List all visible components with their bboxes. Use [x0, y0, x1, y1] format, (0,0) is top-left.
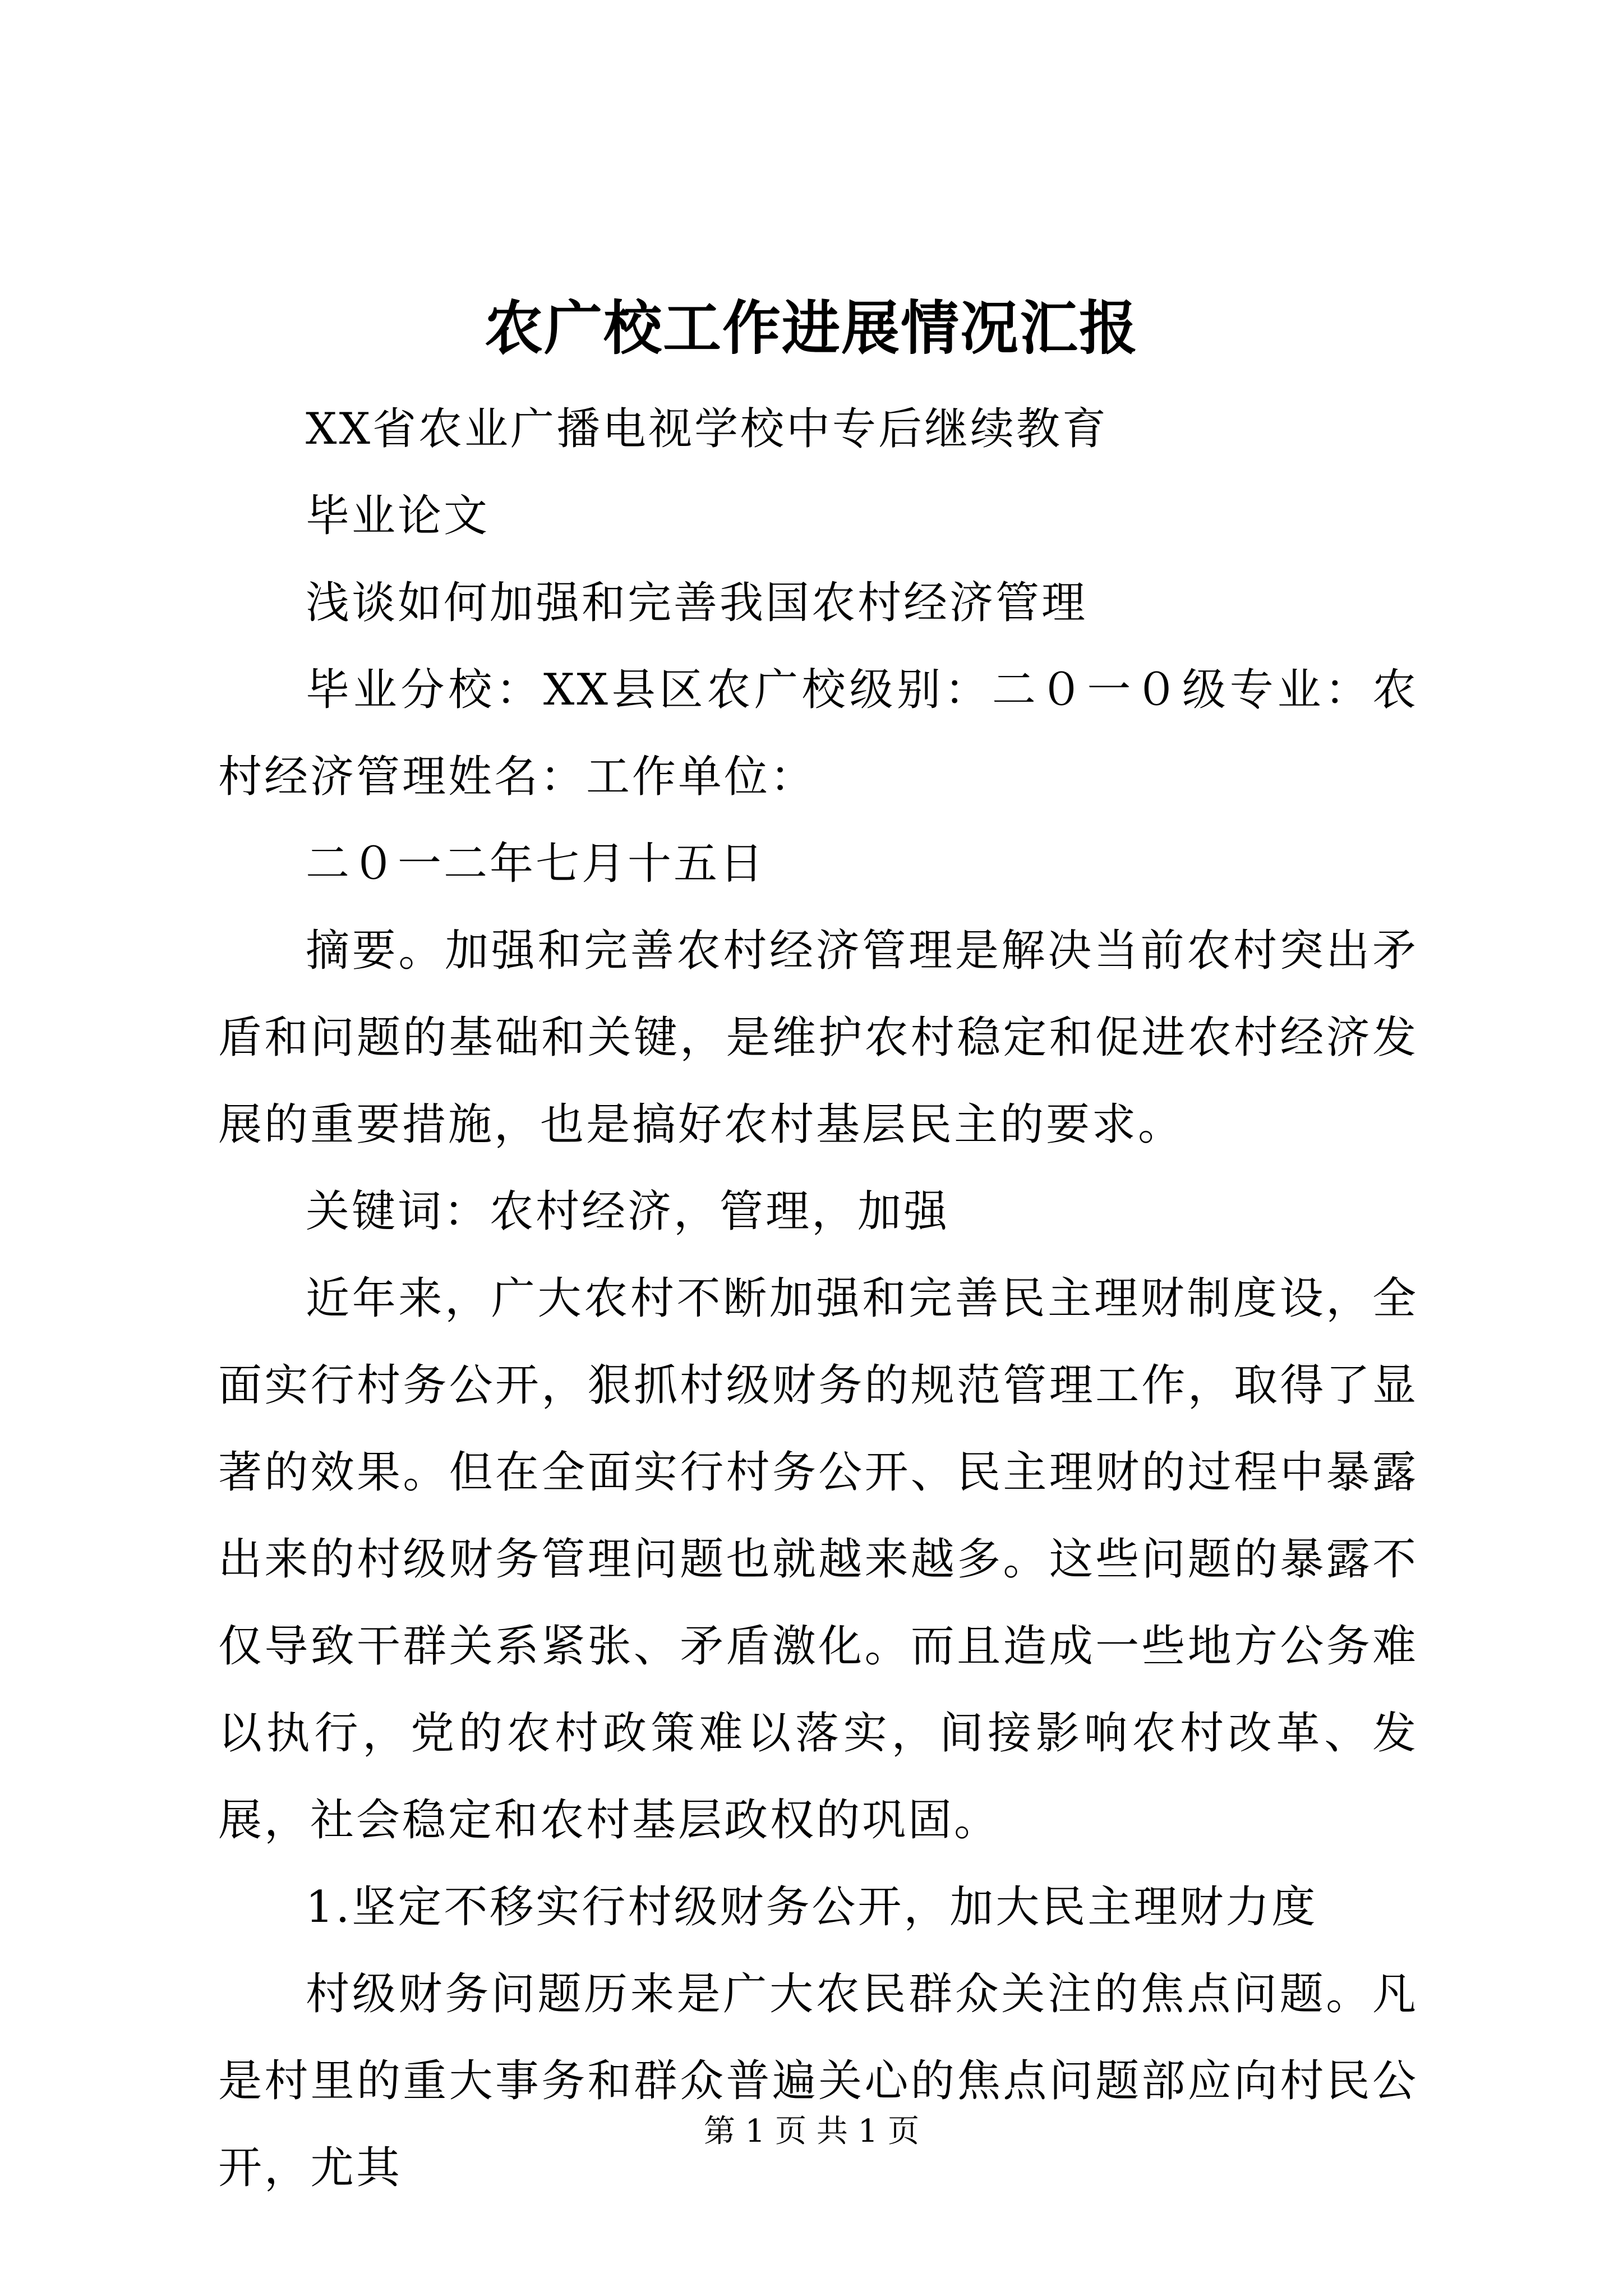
paragraph-date: 二０一二年七月十五日	[306, 839, 766, 889]
section-heading-1: 1.坚定不移实行村级财务公开，加大民主理财力度	[306, 1882, 1318, 1932]
document-body	[218, 386, 1418, 2212]
paragraph-school: XX省农业广播电视学校中专后继续教育	[306, 404, 1109, 454]
paragraph-thesis-label: 毕业论文	[306, 491, 490, 541]
document-title: 农广校工作进展情况汇报	[484, 293, 1138, 362]
paragraph-section-1: 村级财务问题历来是广大农民群众关注的焦点问题。凡是村里的重大事务和群众普遍关心的焦点问题部应向村民公开，尤其	[218, 1969, 1418, 2193]
page-footer: 第 1 页 共 1 页	[703, 2113, 920, 2150]
paragraph-thesis-title: 浅谈如何加强和完善我国农村经济管理	[306, 578, 1088, 628]
paragraph-author-info: 毕业分校：XX县区农广校级别：二０一０级专业：农村经济管理姓名：工作单位：	[218, 665, 1418, 802]
paragraph-introduction: 近年来，广大农村不断加强和完善民主理财制度设，全面实行村务公开，狠抓村级财务的规范管理工作，取得了显著的效果。但在全面实行村务公开、民主理财的过程中暴露出来的村级财务管理问题也就越来越多。这些问题的暴露不仅导致干群关系紧张、矛盾激化。而且造成一些地方公务难以执行，党的农村政策难以落实，间接影响农村改革、发展，社会稳定和农村基层政权的巩固。	[218, 1273, 1418, 1846]
paragraph-abstract: 摘要。加强和完善农村经济管理是解决当前农村突出矛盾和问题的基础和关键，是维护农村稳定和促进农村经济发展的重要措施，也是搞好农村基层民主的要求。	[218, 926, 1418, 1150]
paragraph-keywords: 关键词：农村经济，管理，加强	[306, 1186, 950, 1237]
